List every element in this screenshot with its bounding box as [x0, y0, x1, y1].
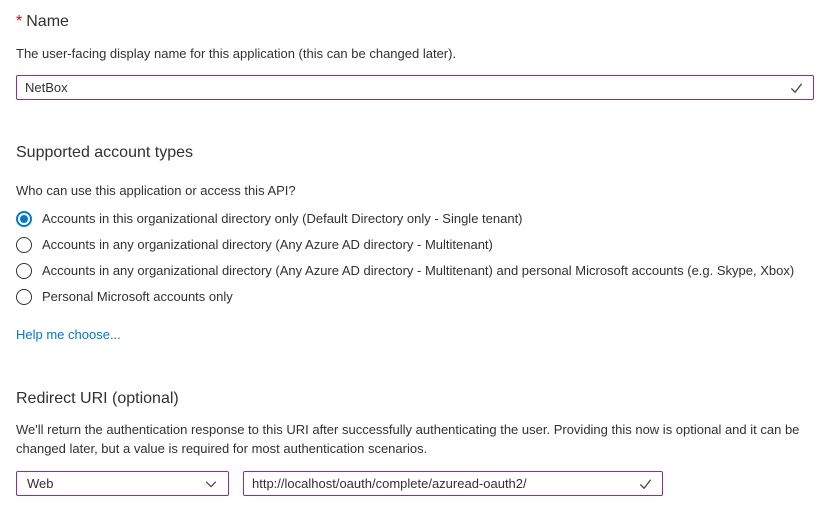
help-me-choose-link[interactable]: Help me choose... [16, 327, 121, 342]
redirect-uri-row [16, 471, 814, 496]
radio-option-label: Personal Microsoft accounts only [42, 289, 233, 304]
name-label: Name [26, 13, 69, 30]
radio-icon[interactable] [16, 263, 32, 279]
account-types-title: Supported account types [16, 144, 194, 161]
radio-option-personal-only[interactable] [16, 284, 814, 310]
platform-select-value: Web [27, 476, 54, 491]
radio-option-label: Accounts in this organizational directory only (Default Directory only - Single tenant) [42, 211, 523, 226]
radio-option-multitenant-personal[interactable] [16, 258, 814, 284]
radio-option-label: Accounts in any organizational directory (Any Azure AD directory - Multitenant) [42, 237, 493, 252]
radio-icon[interactable] [16, 237, 32, 253]
redirect-uri-title: Redirect URI (optional) [16, 390, 179, 407]
account-types-question: Who can use this application or access this API? [16, 183, 296, 198]
chevron-down-icon [204, 477, 218, 491]
name-section-title [16, 12, 814, 32]
redirect-uri-input[interactable] [243, 471, 663, 496]
name-input[interactable] [16, 75, 814, 100]
account-types-radio-group [16, 206, 814, 310]
radio-option-multitenant[interactable] [16, 232, 814, 258]
radio-icon[interactable] [16, 289, 32, 305]
redirect-uri-description: We'll return the authentication response to this URI after successfully authenticating the user. Providing this now is optional and it can be changed later, but a value is required for most authentication scenarios. [16, 422, 800, 456]
radio-option-single-tenant[interactable] [16, 206, 814, 232]
radio-option-label: Accounts in any organizational directory (Any Azure AD directory - Multitenant) and personal Microsoft accounts (e.g. Skype, Xbox) [42, 263, 795, 278]
name-description: The user-facing display name for this application (this can be changed later). [16, 46, 457, 61]
radio-icon[interactable] [16, 211, 32, 227]
name-field-wrap [16, 75, 814, 100]
redirect-uri-field-wrap [243, 471, 663, 496]
required-asterisk: * [16, 13, 23, 30]
platform-select[interactable] [16, 471, 229, 496]
